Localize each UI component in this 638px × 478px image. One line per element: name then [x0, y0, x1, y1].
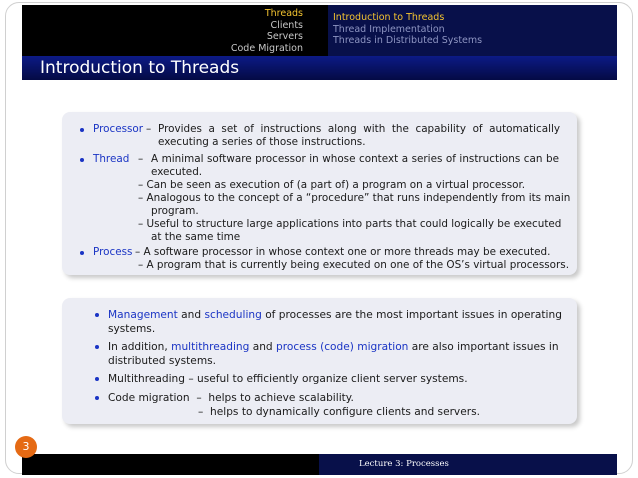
processor-definition-line1: Provides a set of instructions along with the capability of automatically: [158, 123, 560, 135]
bullet-icon: [80, 251, 84, 255]
bullet-icon: [95, 377, 99, 381]
issue-1-rest: of processes are the most important issues in operating: [265, 309, 562, 321]
nav-subsection-distributed[interactable]: Threads in Distributed Systems: [333, 35, 483, 46]
nav-section-servers[interactable]: Servers: [266, 31, 303, 42]
issue-2-rest: are also important issues in: [411, 341, 559, 353]
thread-subpoint-2-line2: program.: [151, 205, 199, 217]
thread-subpoint-2-line1: – Analogous to the concept of a “procedure” that runs independently from its main: [138, 192, 571, 204]
term-management: Management: [108, 309, 178, 321]
bullet-icon: [95, 313, 99, 317]
slide-number-badge: 3: [15, 436, 37, 458]
nav-subsection-implementation[interactable]: Thread Implementation: [333, 23, 445, 35]
bullet-icon: [95, 396, 99, 400]
footer-lecture-title: Lecture 3: Processes: [359, 459, 449, 469]
thread-dash: –: [138, 153, 144, 165]
term-processor: Processor: [93, 123, 144, 135]
issue-1-line2: systems.: [108, 323, 156, 335]
subsection-nav: [328, 5, 617, 56]
thread-subpoint-3-line1: – Useful to structure large applications into parts that could logically be executed: [138, 218, 562, 230]
definitions-block: [62, 112, 577, 275]
processor-dash: –: [146, 123, 152, 135]
nav-section-threads[interactable]: Threads: [264, 8, 303, 19]
slide-title: Introduction to Threads: [40, 58, 240, 78]
issue-2-and: and: [252, 341, 273, 353]
title-bar: [22, 56, 617, 80]
nav-section-code-migration[interactable]: Code Migration: [230, 42, 303, 54]
bullet-icon: [95, 345, 99, 349]
bullet-icon: [80, 158, 84, 162]
thread-definition-line1: A minimal software processor in whose context a series of instructions can be: [151, 153, 559, 165]
term-scheduling: scheduling: [204, 309, 262, 321]
nav-section-clients[interactable]: Clients: [270, 19, 303, 31]
issue-4-line2: – helps to dynamically configure clients and servers.: [198, 406, 480, 418]
footer-bar: [22, 454, 617, 475]
issue-1-line1: [108, 308, 562, 322]
thread-definition-line2: executed.: [151, 166, 203, 178]
bullet-icon: [80, 128, 84, 132]
issues-block: [62, 298, 577, 424]
issue-4-line1: Code migration – helps to achieve scalability.: [108, 392, 354, 404]
section-nav: [22, 5, 309, 56]
term-process-code-migration: process (code) migration: [276, 341, 409, 353]
issue-2-line1: [108, 340, 558, 354]
term-multithreading: multithreading: [171, 341, 250, 353]
process-definition-line2: – A program that is currently being executed on one of the OS’s virtual processors.: [138, 259, 569, 271]
top-navigation-bar: [22, 5, 617, 56]
issue-2-pre: In addition,: [108, 341, 168, 353]
issue-1-and: and: [181, 309, 202, 321]
footer-right: [319, 454, 617, 475]
issue-3: Multithreading – useful to efficiently organize client server systems.: [108, 373, 468, 385]
thread-subpoint-1: – Can be seen as execution of (a part of) a program on a virtual processor.: [138, 179, 526, 191]
issue-2-line2: distributed systems.: [108, 355, 217, 367]
nav-subsection-intro[interactable]: Introduction to Threads: [333, 12, 445, 23]
thread-subpoint-3-line2: at the same time: [151, 231, 241, 243]
processor-definition-line2: executing a series of those instructions.: [158, 136, 366, 148]
term-thread: Thread: [93, 153, 130, 165]
process-definition-line1: – A software processor in whose context one or more threads may be executed.: [135, 246, 551, 258]
term-process: Process: [93, 246, 133, 258]
